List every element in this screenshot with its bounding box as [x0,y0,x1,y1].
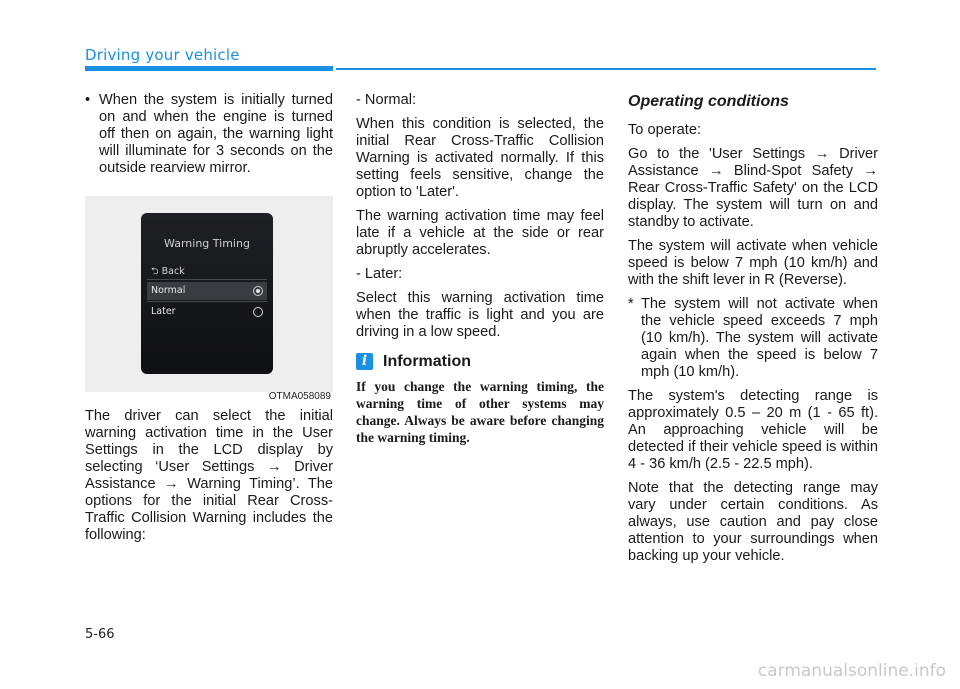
page-number: 5-66 [85,627,115,642]
information-text: If you change the warning timing, the warning time of other systems may change. Always be aware before changing the warning timing. [356,379,604,445]
column-left [85,92,333,551]
back-label: Back [161,266,185,277]
note-item [628,296,878,381]
operating-conditions-heading: Operating conditions [628,93,789,110]
bullet-text: When the system is initially turned on and when the engine is turned off then on again, the warning light will illuminate for 3 seconds on the outside rearview mirror. [99,92,333,176]
radio-selected-icon [253,286,263,296]
information-title: Information [383,353,471,370]
option-normal [147,282,267,300]
option-label: Normal [151,285,186,296]
option-later [147,303,267,321]
option-label: Later [151,306,176,317]
paragraph: The warning activation time may feel late if a vehicle at the side or rear abruptly accelerates. [356,208,604,258]
information-header [356,353,604,370]
info-icon: i [356,353,373,370]
screen-title: Warning Timing [164,237,250,250]
paragraph: The system will activate when vehicle speed is below 7 mph (10 km/h) and with the shift lever in R (Reverse). [628,238,878,288]
note-text: The system will not activate when the vehicle speed exceeds 7 mph (10 km/h). The system will activate again when the speed is below 7 mph (10 km/h). [641,296,878,380]
option-heading-later: - Later: [356,266,403,282]
lcd-screen [141,213,273,374]
paragraph: To operate: [628,122,702,138]
screen-divider [147,279,267,280]
column-right [628,92,878,572]
watermark: carmanualsonline.info [757,661,946,681]
column-middle [356,92,604,453]
bullet-item [85,92,333,177]
section-title: Driving your vehicle [85,46,240,64]
paragraph: Go to the 'User Settings → Driver Assistance → Blind-Spot Safety → Rear Cross-Traffic Safety' on the LCD display. The system will turn on and standby to activate. [628,146,878,230]
paragraph: Note that the detecting range may vary under certain conditions. As always, use caution and pay close attention to your surroundings when backing up your vehicle. [628,480,878,564]
bullet-dot: • [85,92,91,108]
lcd-figure [85,196,333,402]
header-rule-bold [85,66,333,71]
paragraph: The driver can select the initial warning activation time in the User Settings in the LCD display by selecting ‘User Settings → Driver Assistance → Warning Timing’. The options for the initial Rear Cross-Traffic Collision Warning includes the following: [85,408,333,543]
note-asterisk: * [628,296,634,312]
paragraph: When this condition is selected, the initial Rear Cross-Traffic Collision Warning is activated normally. If this setting feels sensitive, change the option to 'Later'. [356,116,604,200]
back-item [151,263,185,280]
option-heading-normal: - Normal: [356,92,416,108]
figure-code: OTMA058089 [268,391,331,402]
back-arrow-icon: ⮌ [151,266,159,277]
paragraph: The system's detecting range is approximately 0.5 – 20 m (1 - 65 ft). An approaching vehicle will be detected if their vehicle speed is within 4 - 36 km/h (2.5 - 22.5 mph). [628,388,878,472]
paragraph: Select this warning activation time when the traffic is light and you are driving in a low speed. [356,290,604,340]
header-rule-thin [336,68,876,70]
radio-unselected-icon [253,307,263,317]
screen-divider [147,301,267,302]
